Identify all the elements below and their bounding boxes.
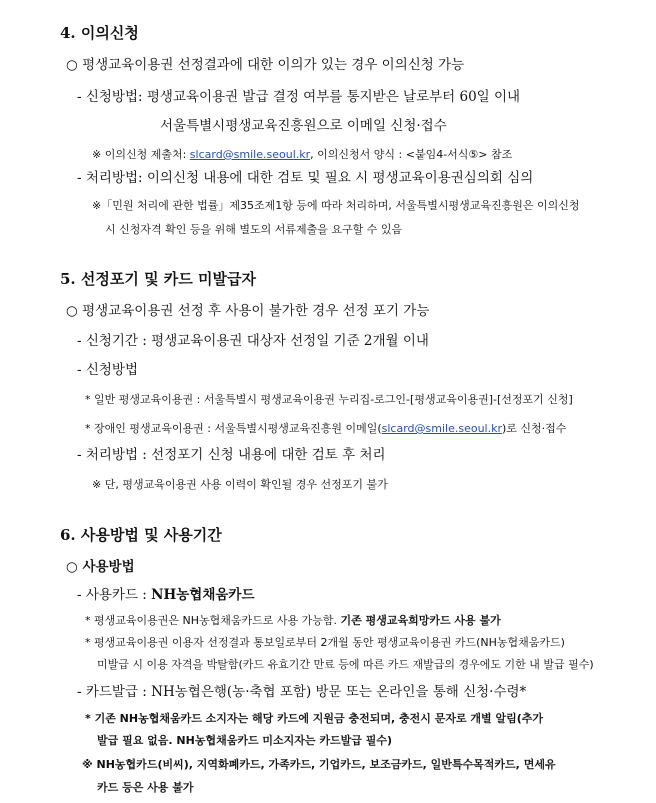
note-label: ※ 이의신청 제출처:: [92, 148, 190, 161]
section-5-disabled: [85, 420, 566, 436]
section-6-card: [77, 583, 255, 603]
section-4-method: - 신청방법: 평생교육이용권 발급 결정 여부를 통지받은 날로부터 60일 이내: [77, 89, 521, 105]
card-label: - 사용카드 :: [77, 587, 152, 603]
disabled-email-link[interactable]: slcard@smile.seoul.kr: [381, 422, 502, 435]
note-form-ref: , 이의신청서 양식 : <붙임4-서식⑤> 참조: [310, 148, 513, 161]
disabled-suffix: )로 신청·접수: [502, 422, 567, 435]
section-6-card-note-1: [85, 612, 501, 628]
section-4-bullet: ○ 평생교육이용권 선정결과에 대한 이의가 있는 경우 이의신청 가능: [66, 57, 465, 73]
section-4-law-note-cont: 시 신청자격 확인 등을 위해 별도의 서류제출을 요구할 수 있음: [105, 223, 403, 236]
section-4-process: - 처리방법: 이의신청 내용에 대한 검토 및 필요 시 평생교육이용권심의회 심의: [77, 170, 534, 186]
card-note-bold: 기존 평생교육희망카드 사용 불가: [340, 614, 501, 627]
submit-email-link[interactable]: slcard@smile.seoul.kr: [189, 148, 311, 161]
section-5-general: * 일반 평생교육이용권 : 서울특별시 평생교육이용권 누리집-로그인-[평생교육이용권]-[선정포기 신청]: [85, 393, 573, 406]
section-6-exclude: ※ NH농협카드(비씨), 지역화폐카드, 가족카드, 기업카드, 보조금카드, 일반특수목적카드, 면세유: [82, 758, 556, 771]
card-note-text: * 평생교육이용권은 NH농협채움카드로 사용 가능함.: [85, 614, 341, 627]
section-6-card-note-2-cont: 미발급 시 이용 자격을 박탈함(카드 유효기간 만료 등에 따른 카드 재발급의 경우에도 기한 내 발급 필수): [97, 658, 594, 671]
section-6-issue-note: * 기존 NH농협채움카드 소지자는 해당 카드에 지원금 충전되며, 충전시 문자로 개별 알림(추가: [85, 712, 544, 725]
section-6-card-note-2: * 평생교육이용권 이용자 선정결과 통보일로부터 2개월 동안 평생교육이용권 카드(NH농협채움카드): [85, 636, 565, 649]
section-4-note-submit: [92, 146, 512, 162]
section-6-issue: - 카드발급 : NH농협은행(농·축협 포함) 방문 또는 온라인을 통해 신청·수령*: [77, 684, 527, 700]
section-6-exclude-cont: 카드 등은 사용 불가: [97, 781, 194, 794]
section-5-process: - 처리방법 : 선정포기 신청 내용에 대한 검토 후 처리: [77, 447, 386, 463]
section-5-bullet: ○ 평생교육이용권 선정 후 사용이 불가한 경우 선정 포기 가능: [66, 303, 430, 319]
card-name: NH농협채움카드: [151, 587, 255, 603]
section-4-title: 4. 이의신청: [60, 24, 139, 42]
section-5-method: - 신청방법: [77, 362, 139, 378]
disabled-label: * 장애인 평생교육이용권 : 서울특별시평생교육진흥원 이메일(: [85, 422, 382, 435]
section-4-law-note: ※「민원 처리에 관한 법률」제35조제1항 등에 따라 처리하며, 서울특별시평생교육진흥원은 이의신청: [92, 199, 580, 212]
section-6-issue-note-cont: 발급 필요 없음. NH농협채움카드 미소지자는 카드발급 필수): [97, 734, 392, 747]
section-5-period: - 신청기간 : 평생교육이용권 대상자 선정일 기준 2개월 이내: [77, 333, 429, 349]
section-6-sub: ○ 사용방법: [66, 559, 135, 575]
section-4-method-cont: 서울특별시평생교육진흥원으로 이메일 신청·접수: [160, 118, 447, 134]
section-6-title: 6. 사용방법 및 사용기간: [60, 526, 222, 544]
section-5-note: ※ 단, 평생교육이용권 사용 이력이 확인될 경우 선정포기 불가: [92, 478, 388, 491]
section-5-title: 5. 선정포기 및 카드 미발급자: [60, 270, 256, 288]
